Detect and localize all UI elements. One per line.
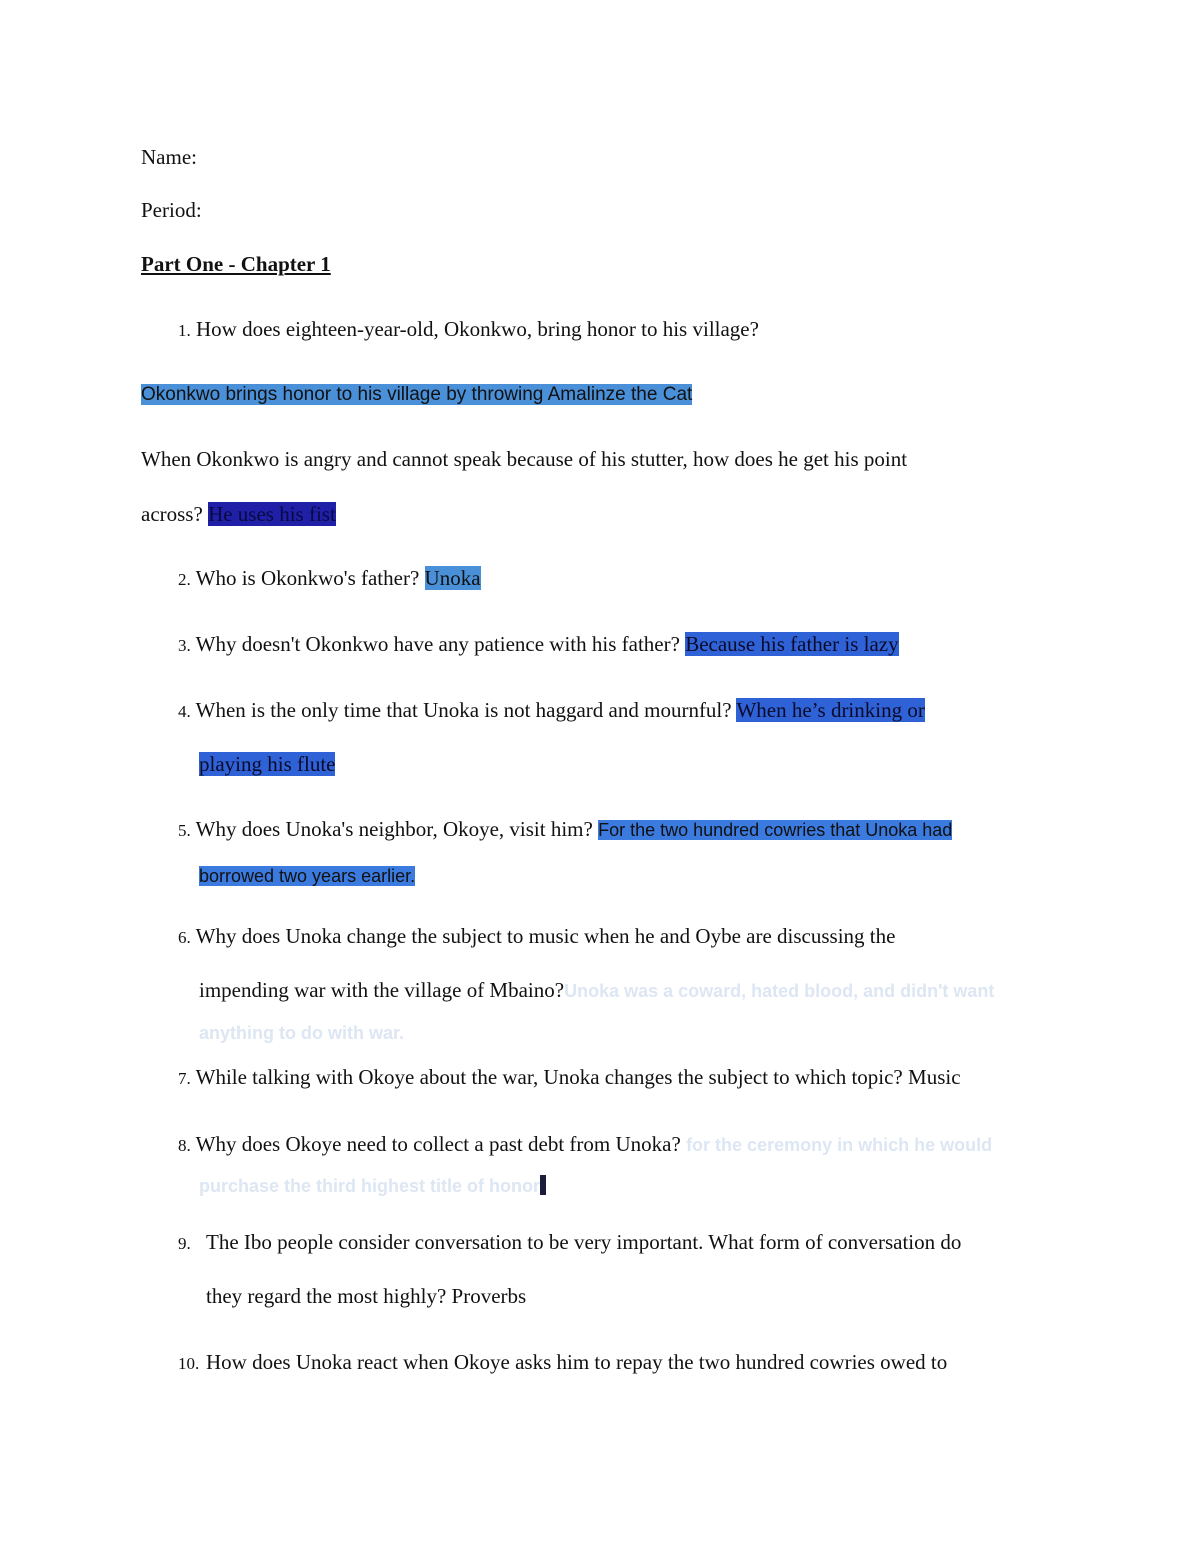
question-6-line2 [199, 977, 994, 1004]
answer-highlight: Because his father is lazy [685, 632, 899, 656]
question-text: Why does Unoka's neighbor, Okoye, visit him? [195, 817, 599, 841]
question-number: 5. [178, 821, 191, 840]
answer-6-line2: anything to do with war. [199, 1023, 404, 1043]
question-number: 8. [178, 1136, 191, 1155]
answer-faint: for the ceremony in which he would [686, 1135, 993, 1155]
answer-highlight: Okonkwo brings honor to his village by throwing Amalinze the Cat [141, 384, 693, 405]
section-title: Part One - Chapter 1 [141, 252, 331, 276]
question-1 [178, 316, 759, 344]
question-text: impending war with the village of Mbaino? [199, 978, 565, 1002]
answer-highlight: Unoka [424, 566, 481, 590]
question-text: they regard the most highly? [206, 1284, 452, 1308]
question-2 [178, 565, 481, 593]
answer-highlight: borrowed two years earlier. [199, 866, 416, 886]
question-text: When is the only time that Unoka is not haggard and mournful? [195, 698, 737, 722]
question-5 [178, 816, 952, 844]
answer-faint: Unoka was a coward, hated blood, and didn't want [564, 981, 995, 1001]
question-4 [178, 697, 925, 725]
answer-4-line2 [199, 751, 335, 777]
question-number: 7. [178, 1069, 191, 1088]
question-number: 10. [178, 1354, 200, 1373]
answer-highlight: playing his flute [199, 752, 336, 776]
question-text: How does eighteen-year-old, Okonkwo, bring honor to his village? [196, 317, 759, 341]
answer-faint: purchase the third highest title of honor [199, 1176, 541, 1196]
question-number: 2. [178, 570, 191, 589]
question-text: Why does Unoka change the subject to music when he and Oybe are discussing the [195, 924, 896, 948]
period-label: Period: [141, 198, 202, 222]
question-number: 6. [178, 928, 191, 947]
question-6 [178, 923, 895, 951]
name-label: Name: [141, 145, 197, 169]
question-9 [178, 1229, 961, 1257]
question-10 [178, 1349, 947, 1377]
answer-highlight: He uses his fist [208, 502, 336, 526]
question-text: Who is Okonkwo's father? [195, 566, 425, 590]
answer-text: Music [908, 1065, 961, 1089]
question-number: 9. [178, 1234, 191, 1253]
answer-text: Proverbs [451, 1284, 527, 1308]
answer-highlight: For the two hundred cowries that Unoka had [598, 820, 953, 840]
question-text: The Ibo people consider conversation to be very important. What form of conversation do [206, 1230, 962, 1254]
answer-1 [141, 382, 692, 408]
question-text: across? [141, 502, 209, 526]
answer-highlight: When he’s drinking or [736, 698, 925, 722]
text-cursor-icon [540, 1175, 546, 1195]
question-7 [178, 1064, 961, 1092]
answer-8-line2 [199, 1173, 546, 1199]
question-extra-line1: When Okonkwo is angry and cannot speak because of his stutter, how does he get his point [141, 447, 908, 471]
question-extra-line2 [141, 501, 336, 527]
question-8 [178, 1131, 992, 1159]
question-text: Why doesn't Okonkwo have any patience with his father? [195, 632, 686, 656]
question-text: Why does Okoye need to collect a past debt from Unoka? [195, 1132, 687, 1156]
question-text: How does Unoka react when Okoye asks him to repay the two hundred cowries owed to [206, 1350, 948, 1374]
question-number: 3. [178, 636, 191, 655]
question-number: 4. [178, 702, 191, 721]
question-number: 1. [178, 321, 191, 340]
answer-5-line2 [199, 863, 415, 889]
question-9-line2 [206, 1283, 526, 1309]
question-3 [178, 631, 899, 659]
question-text: While talking with Okoye about the war, Unoka changes the subject to which topic? [195, 1065, 909, 1089]
